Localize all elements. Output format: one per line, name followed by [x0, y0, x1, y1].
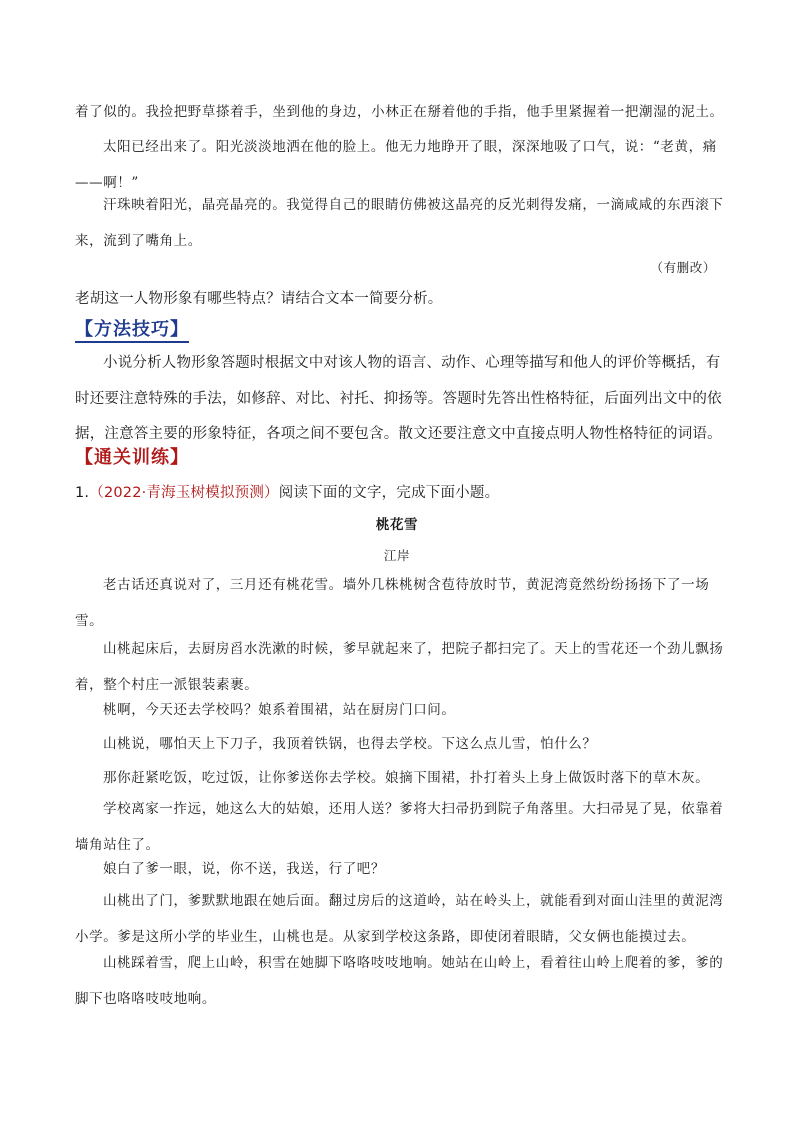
story-paragraph: 着了似的。我捡把野草搽着手，坐到他的身边，小林正在掰着他的手指，他手里紧握着一把潮湿的泥土。 [75, 104, 724, 120]
story-paragraph: 山桃起床后，去厨房舀水洗漱的时候，爹早就起来了，把院子都扫完了。天上的雪花还一个劲儿飘扬着，整个村庄一派银装素裹。 [75, 641, 724, 693]
story-author: 江岸 [383, 548, 411, 563]
source-note: （有删改） [650, 260, 716, 275]
story-paragraph: 太阳已经出来了。阳光淡淡地洒在他的脸上。他无力地睁开了眼，深深地吸了口气，说：“老黄，痛——啊！” [75, 139, 717, 191]
story-paragraph: 那你赶紧吃饭，吃过饭，让你爹送你去学校。娘摘下围裙，扑打着头上身上做饭时落下的草木灰。 [103, 770, 710, 786]
story-paragraph: 学校离家一拃远，她这么大的姑娘，还用人送？爹将大扫帚扔到院子角落里。大扫帚晃了晃，依靠着墙角站住了。 [75, 801, 724, 853]
question-instruction: 阅读下面的文字，完成下面小题。 [278, 485, 500, 501]
story-paragraph: 山桃踩着雪，爬上山岭，积雪在她脚下咯咯吱吱地响。她站在山岭上，看着往山岭上爬着的爹，爹的脚下也咯咯吱吱地响。 [75, 955, 724, 1007]
question-source: （2022·青海玉树模拟预测） [89, 485, 279, 501]
question-text: 老胡这一人物形象有哪些特点？请结合文本一简要分析。 [75, 291, 443, 307]
item-number: 1. [75, 485, 90, 501]
question-item [75, 476, 725, 512]
story-paragraph: 桃啊，今天还去学校吗？娘系着围裙，站在厨房门口问。 [103, 702, 456, 718]
story-paragraph: 山桃出了门，爹默默地跟在她后面。翻过房后的这道岭，站在岭头上，就能看到对面山洼里的黄泥湾小学。爹是这所小学的毕业生，山桃也是。从家到学校这条路，即使闭着眼睛，父女俩也能摸过去。 [75, 893, 724, 945]
story-paragraph: 山桃说，哪怕天上下刀子，我顶着铁锅，也得去学校。下这么点儿雪，怕什么？ [103, 736, 597, 752]
story-paragraph: 娘白了爹一眼，说，你不送，我送，行了吧？ [103, 861, 385, 877]
method-heading: 【方法技巧】 [75, 315, 189, 343]
story-paragraph: 汗珠映着阳光，晶亮晶亮的。我觉得自己的眼睛仿佛被这晶亮的反光刺得发痛，一滴咸咸的东西滚下来，流到了嘴角上。 [75, 197, 724, 249]
training-heading: 【通关训练】 [75, 447, 189, 468]
story-paragraph: 老古话还真说对了，三月还有桃花雪。墙外几株桃树含苞待放时节，黄泥湾竟然纷纷扬扬下了一场雪。 [75, 577, 710, 629]
method-text: 小说分析人物形象答题时根据文中对该人物的语言、动作、心理等描写和他人的评价等概括，有时还要注意特殊的手法，如修辞、对比、衬托、抑扬等。答题时先答出性格特征，后面列出文中的依据，注意答主要的形象特征，各项之间不要包含。散文还要注意文中直接点明人物性格特征的词语。 [75, 355, 722, 442]
story-title: 桃花雪 [375, 517, 419, 533]
